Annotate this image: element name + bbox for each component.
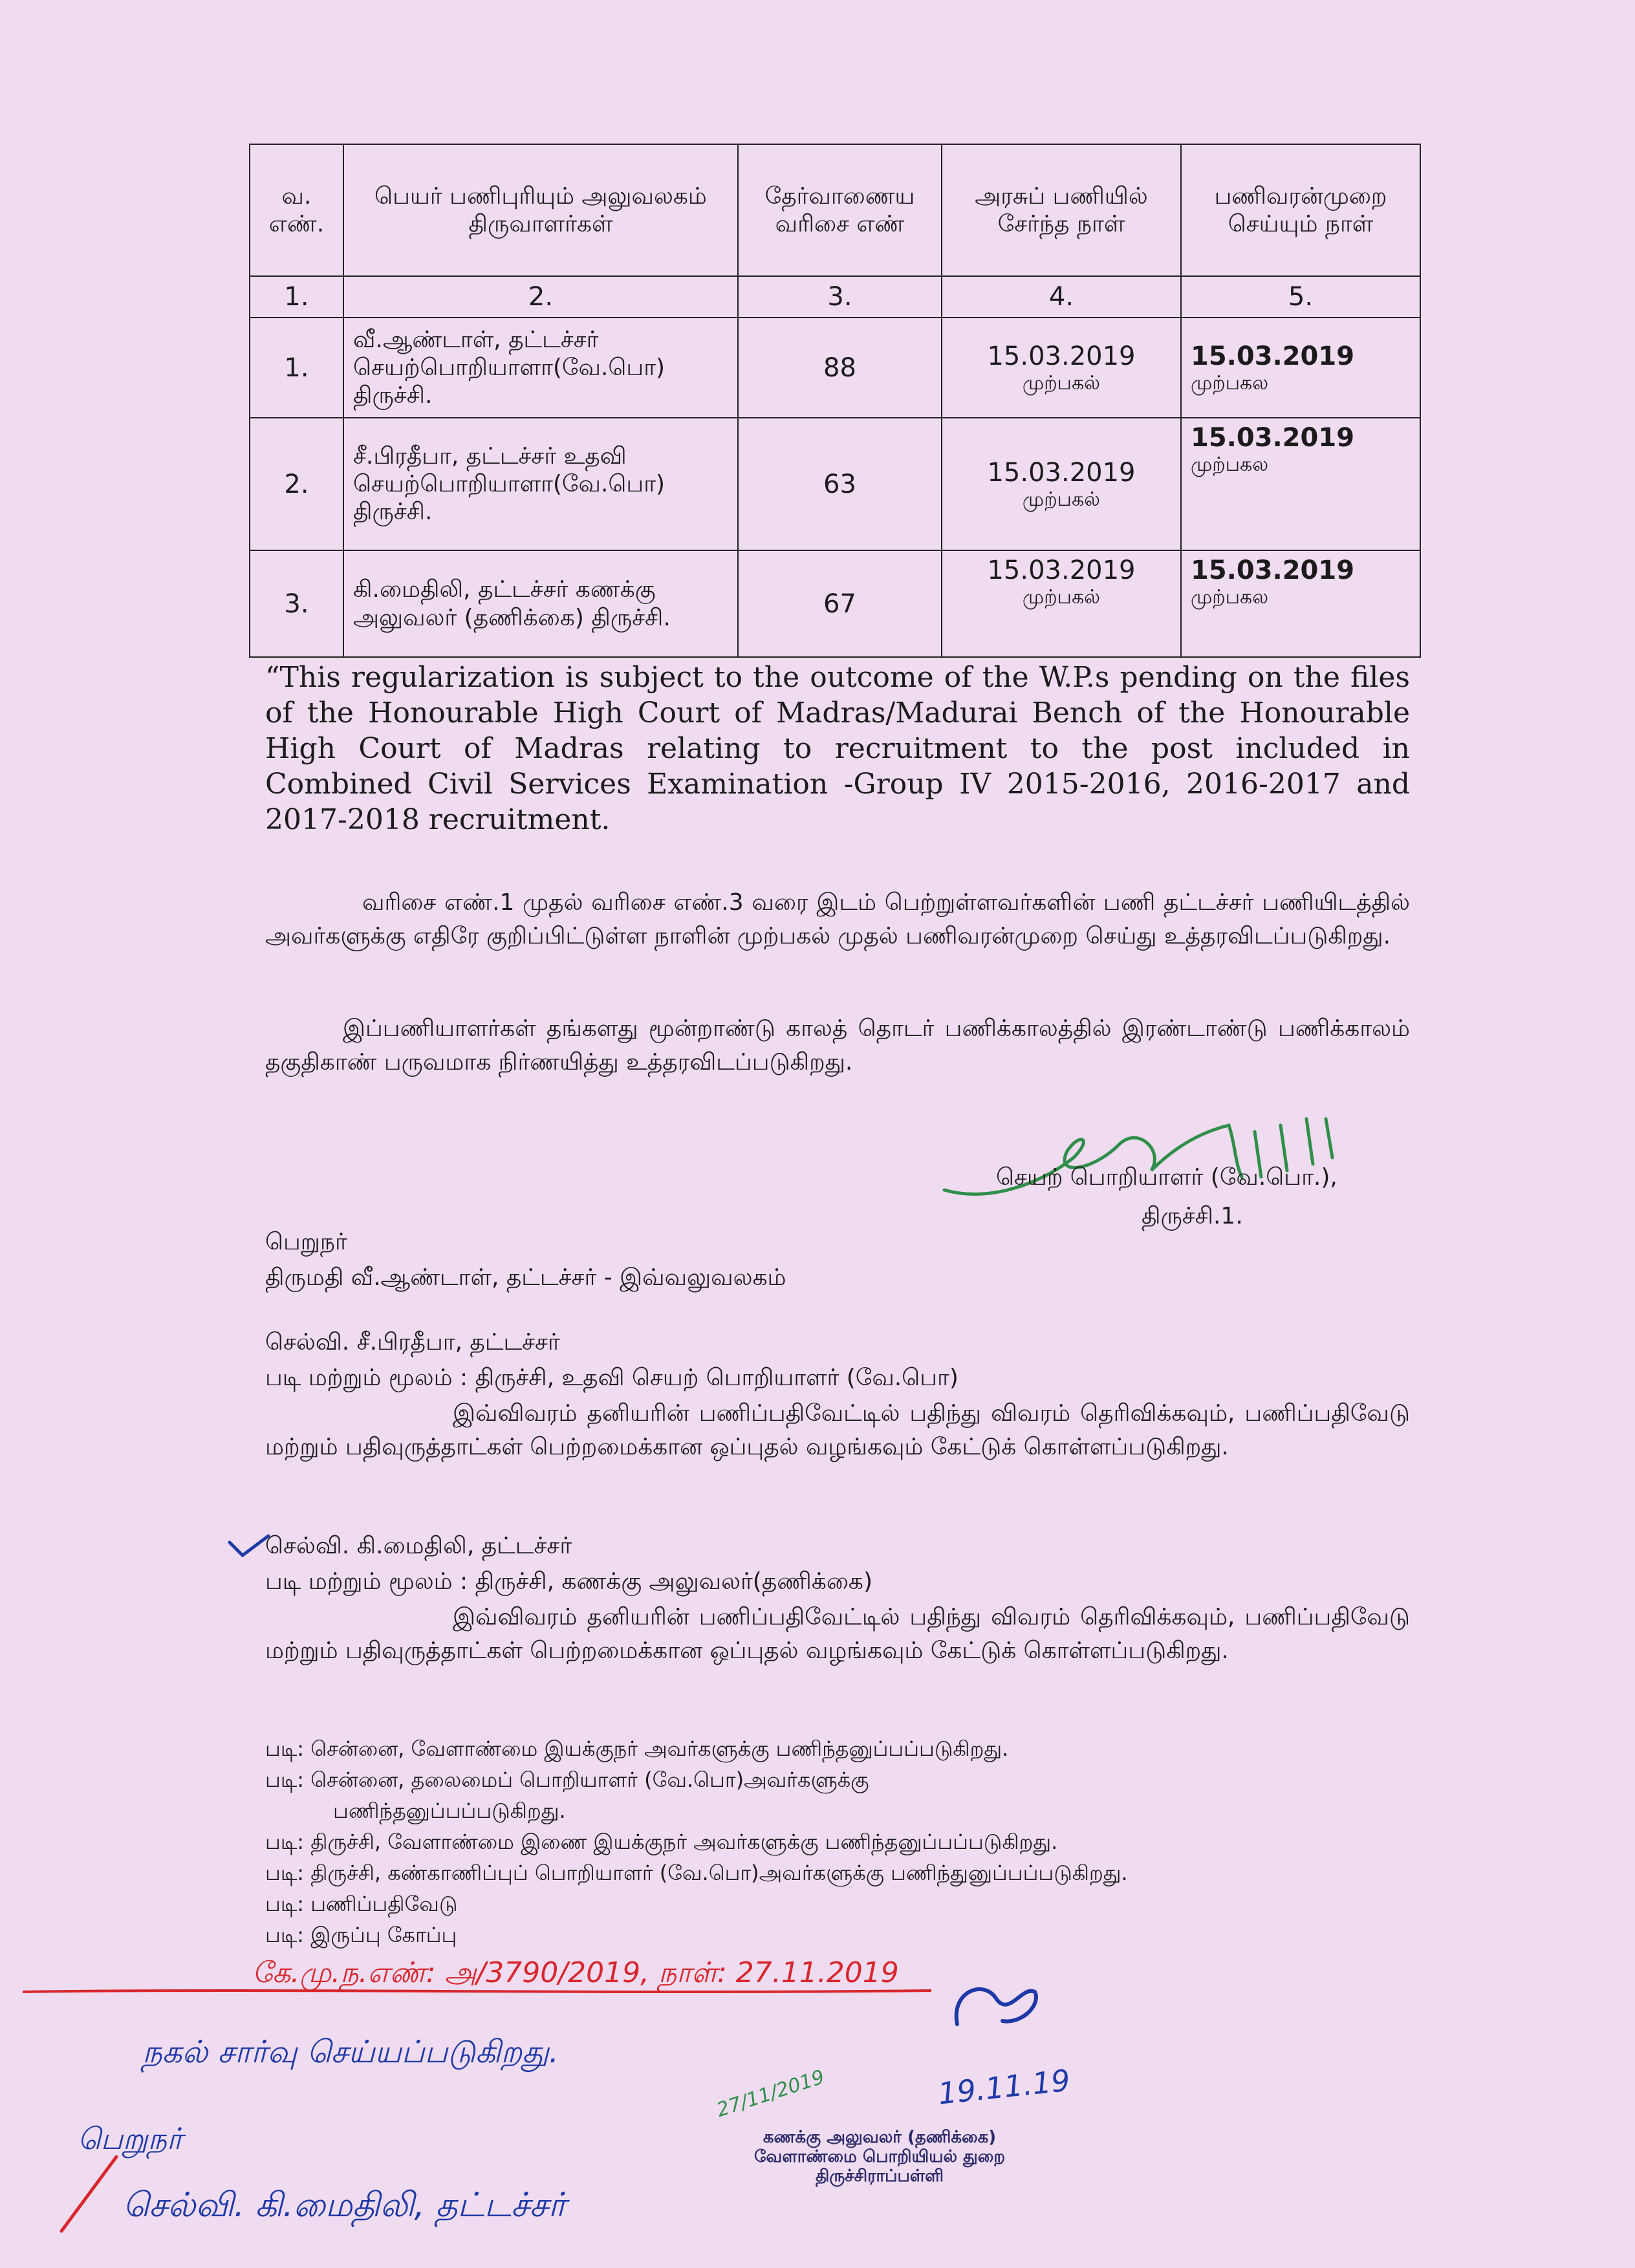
copy-list-item: படி: திருச்சி, வேளாண்மை இணை இயக்குநர் அவர்களுக்கு பணிந்தனுப்பப்படுகிறது. — [265, 1830, 1058, 1854]
reg-session: முற்பகல — [1191, 371, 1269, 394]
reg-session: முற்பகல — [1191, 453, 1269, 476]
row-name: சீ.பிரதீபா, தட்டச்சர் உதவி செயற்பொறியாளா(வே.பொ) திருச்சி. — [343, 418, 738, 550]
recipient-label: பெறுநர் — [265, 1229, 347, 1255]
copy-list-item: படி: பணிப்பதிவேடு — [265, 1892, 458, 1916]
column-number: 3. — [738, 276, 942, 318]
reg-date: 15.03.2019 — [1191, 556, 1355, 585]
copy-list-item: படி: இருப்பு கோப்பு — [265, 1923, 457, 1947]
row-name: கி.மைதிலி, தட்டச்சர் கணக்கு அலுவலர் (தணிக்கை) திருச்சி. — [343, 550, 738, 657]
row-regularized — [1181, 550, 1420, 657]
row-rank: 88 — [738, 318, 942, 418]
row-regularized — [1181, 418, 1420, 550]
copy2-note: இவ்விவரம் தனியரின் பணிப்பதிவேட்டில் பதிந்து விவரம் தெரிவிக்கவும், பணிப்பதிவேடு மற்றும் பதிவுருத்தாட்கள் பெற்றமைக்கான ஒப்புதல் வழங்கவும் கேட்டுக் கொள்ளப்படுகிறது. — [265, 1604, 1410, 1664]
copy-list-item: படி: சென்னை, வேளாண்மை இயக்குநர் அவர்களுக்கு பணிந்தனுப்பப்படுகிறது. — [265, 1736, 1009, 1761]
header-serial: வ. எண். — [250, 144, 343, 276]
office-stamp — [698, 2128, 1061, 2186]
regularization-table — [249, 144, 1421, 658]
english-regularization-note: “This regularization is subject to the outcome of the W.P.s pending on the files of the Honourable High Court of Madras/Madurai Bench of the Honourable High Court of Madras relating to recruitment to the post included in Combined Civil Services Examination -Group IV 2015-2016, 2016-2017 and 2017-2018 recruitment. — [265, 661, 1410, 836]
handwritten-reference-line: கே.மு.ந.எண்: அ/3790/2019, நாள்: 27.11.2019 — [252, 1956, 899, 1989]
table-header-row — [250, 144, 1420, 276]
reg-session: முற்பகல — [1191, 586, 1269, 609]
row-serial: 1. — [250, 318, 343, 418]
copy1-note: இவ்விவரம் தனியரின் பணிப்பதிவேட்டில் பதிந்து விவரம் தெரிவிக்கவும், பணிப்பதிவேடு மற்றும் பதிவுருத்தாட்கள் பெற்றமைக்கான ஒப்புதல் வழங்கவும் கேட்டுக் கொள்ளப்படுகிறது. — [265, 1400, 1410, 1460]
joined-date: 15.03.2019 — [987, 556, 1136, 585]
joined-date: 15.03.2019 — [987, 341, 1136, 371]
copy-list-item: படி: சென்னை, தலைமைப் பொறியாளர் (வே.பொ)அவர்களுக்கு — [265, 1767, 869, 1792]
table-row — [250, 550, 1420, 657]
column-number: 4. — [942, 276, 1181, 318]
reg-date: 15.03.2019 — [1191, 423, 1355, 453]
order-paragraph-2: இப்பணியாளர்கள் தங்களது மூன்றாண்டு காலத் தொடர் பணிக்காலத்தில் இரண்டாண்டு பணிக்காலம் தகுதிகாண் பருவமாக நிர்ணயித்து உத்தரவிடப்படுகிறது. — [265, 1015, 1410, 1075]
copy-list-item: பணிந்தனுப்பப்படுகிறது. — [333, 1798, 566, 1823]
joined-session: முற்பகல் — [1022, 586, 1101, 609]
stamp-line: திருச்சிராப்பள்ளி — [815, 2166, 944, 2186]
receipt-initials-date: 27/11/2019 — [713, 2066, 828, 2122]
handwritten-recipient-label: பெறுநர் — [78, 2121, 183, 2156]
table-row — [250, 318, 1420, 418]
header-name-office: பெயர் பணிபுரியும் அலுவலகம் திருவாளர்கள் — [343, 144, 738, 276]
copy-list — [265, 1733, 1128, 1950]
table-row — [250, 418, 1420, 550]
row-joined — [942, 418, 1181, 550]
header-regularized-date: பணிவரன்முறை செய்யும் நாள் — [1181, 144, 1420, 276]
stamp-line: கணக்கு அலுவலர் (தணிக்கை) — [763, 2128, 997, 2147]
red-underline — [19, 1985, 938, 1998]
row-name: வீ.ஆண்டாள், தட்டச்சர் செயற்பொறியாளா(வே.பொ) திருச்சி. — [343, 318, 738, 418]
header-joined-date: அரசுப் பணியில் சேர்ந்த நாள் — [942, 144, 1181, 276]
copy-list-item: படி: திருச்சி, கண்காணிப்புப் பொறியாளர் (வே.பொ)அவர்களுக்கு பணிந்துனுப்பப்படுகிறது. — [265, 1861, 1128, 1885]
joined-date: 15.03.2019 — [987, 457, 1136, 488]
recipient-line: திருமதி வீ.ஆண்டாள், தட்டச்சர் - இவ்வலுவலகம் — [265, 1264, 786, 1291]
row-rank: 67 — [738, 550, 942, 657]
red-slash-mark — [52, 2154, 123, 2238]
row-joined — [942, 318, 1181, 418]
handwritten-recipient-name: செல்வி. கி.மைதிலி, தட்டச்சர் — [123, 2186, 566, 2225]
copy2-name: செல்வி. கி.மைதிலி, தட்டச்சர் — [265, 1533, 572, 1559]
row-rank: 63 — [738, 418, 942, 550]
stamp-line: வேளாண்மை பொறியியல் துறை — [753, 2147, 1006, 2166]
reg-date: 15.03.2019 — [1191, 341, 1355, 371]
handwritten-date: 19.11.19 — [936, 2062, 1072, 2111]
column-number-row — [250, 276, 1420, 318]
signatory-title: செயற் பொறியாளர் (வே.பொ.), — [996, 1164, 1337, 1191]
officer-initials-signature — [944, 1966, 1048, 2044]
signatory-place: திருச்சி.1. — [1142, 1203, 1243, 1229]
column-number: 2. — [343, 276, 738, 318]
column-number: 1. — [250, 276, 343, 318]
copy1-via: படி மற்றும் மூலம் : திருச்சி, உதவி செயற் பொறியாளர் (வே.பொ) — [265, 1365, 958, 1391]
row-regularized — [1181, 318, 1420, 418]
joined-session: முற்பகல் — [1022, 371, 1101, 394]
copy1-name: செல்வி. சீ.பிரதீபா, தட்டச்சர் — [265, 1329, 560, 1355]
order-paragraph-1: வரிசை எண்.1 முதல் வரிசை எண்.3 வரை இடம் பெற்றுள்ளவர்களின் பணி தட்டச்சர் பணியிடத்தில் அவர்களுக்கு எதிரே குறிப்பிட்டுள்ள நாளின் முற்பகல் முதல் பணிவரன்முறை செய்து உத்தரவிடப்படுகிறது. — [265, 889, 1410, 949]
header-exam-rank: தேர்வாணைய வரிசை எண் — [738, 144, 942, 276]
row-serial: 3. — [250, 550, 343, 657]
column-number: 5. — [1181, 276, 1420, 318]
copy2-via: படி மற்றும் மூலம் : திருச்சி, கணக்கு அலுவலர்(தணிக்கை) — [265, 1568, 873, 1595]
joined-session: முற்பகல் — [1022, 488, 1101, 511]
row-serial: 2. — [250, 418, 343, 550]
handwritten-copy-note: நகல் சார்வு செய்யப்படுகிறது. — [142, 2034, 559, 2070]
row-joined — [942, 550, 1181, 657]
